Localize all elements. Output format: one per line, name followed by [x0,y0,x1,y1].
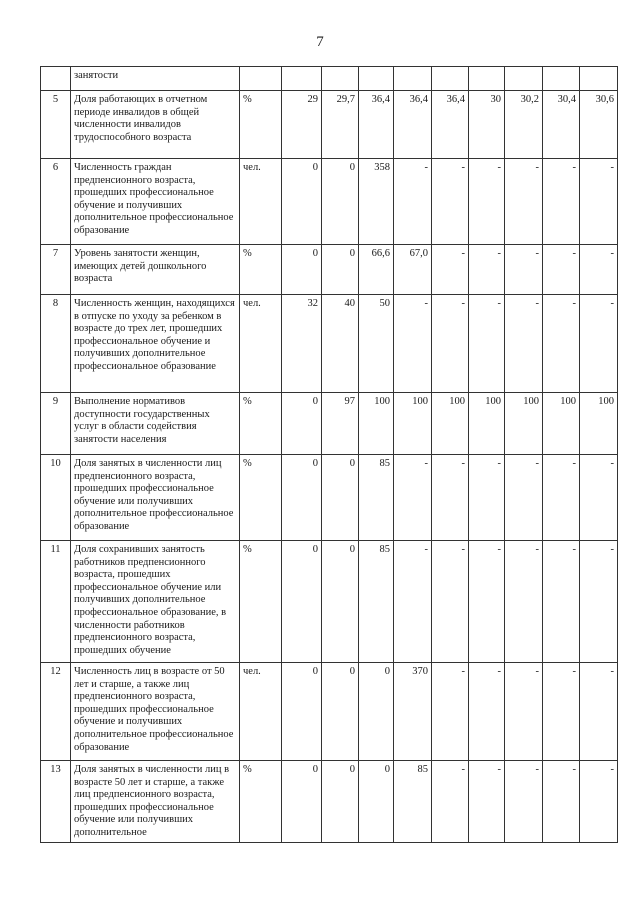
cell-value: - [580,541,618,663]
table-row [41,91,618,159]
cell-value: 0 [282,761,322,843]
page-number: 7 [316,34,324,50]
cell-value [469,67,505,91]
cell-value: 370 [394,663,432,761]
cell-value: 85 [359,541,394,663]
cell-value: - [580,245,618,295]
cell-unit: % [240,761,282,843]
indicators-table [40,66,618,843]
cell-value: - [505,295,543,393]
cell-value: 85 [359,455,394,541]
cell-value [432,67,469,91]
cell-value [580,67,618,91]
cell-value [322,67,359,91]
cell-value: 30,2 [505,91,543,159]
cell-num: 13 [41,761,71,843]
cell-name: Доля работающих в отчетном периоде инвалидов в общей численности инвалидов трудоспособного возраста [71,91,240,159]
cell-value: 100 [359,393,394,455]
cell-value: 100 [469,393,505,455]
cell-value: 0 [322,663,359,761]
table-row [41,245,618,295]
cell-value: 0 [282,393,322,455]
cell-num: 11 [41,541,71,663]
cell-value: - [580,159,618,245]
cell-value: - [505,159,543,245]
cell-value: - [543,541,580,663]
cell-value: 358 [359,159,394,245]
cell-value: 0 [322,159,359,245]
cell-value: - [505,245,543,295]
table-row [41,663,618,761]
cell-unit: % [240,245,282,295]
cell-name: Численность граждан предпенсионного возраста, прошедших профессиональное обучение и получивших дополнительное профессиональное образование [71,159,240,245]
cell-name: Доля сохранивших занятость работников предпенсионного возраста, прошедших профессиональное обучение или получивших дополнительное профессиональное образование, в численности работников предпенсионного возраста, прошедших обучение [71,541,240,663]
cell-num: 9 [41,393,71,455]
cell-value: 0 [322,455,359,541]
cell-value: 0 [282,455,322,541]
cell-value: 100 [394,393,432,455]
cell-name: Численность лиц в возрасте от 50 лет и старше, а также лиц предпенсионного возраста, прошедших профессиональное обучение и получивших дополнительное профессиональное образование [71,663,240,761]
cell-value: 50 [359,295,394,393]
cell-value: - [580,295,618,393]
cell-value: - [580,761,618,843]
cell-value: 29 [282,91,322,159]
table-row [41,67,618,91]
cell-num: 8 [41,295,71,393]
table-row [41,541,618,663]
cell-value: 100 [432,393,469,455]
cell-value: - [432,541,469,663]
cell-value: - [469,295,505,393]
cell-unit: % [240,455,282,541]
cell-value: 66,6 [359,245,394,295]
cell-value: 40 [322,295,359,393]
cell-unit [240,67,282,91]
cell-name: Доля занятых в численности лиц в возрасте 50 лет и старше, а также лиц предпенсионного возраста, прошедших профессиональное обучение или получивших дополнительное [71,761,240,843]
cell-value: - [432,295,469,393]
cell-value: 0 [359,663,394,761]
cell-value [394,67,432,91]
cell-unit: % [240,91,282,159]
table-row [41,761,618,843]
cell-value: - [469,663,505,761]
cell-value: - [505,541,543,663]
cell-value: - [469,245,505,295]
cell-value: 100 [505,393,543,455]
cell-value: - [469,455,505,541]
cell-name: Уровень занятости женщин, имеющих детей дошкольного возраста [71,245,240,295]
cell-name: занятости [71,67,240,91]
cell-value [282,67,322,91]
cell-value: - [394,541,432,663]
cell-value: 29,7 [322,91,359,159]
cell-value: 30,4 [543,91,580,159]
table-body [41,67,618,843]
cell-value: - [432,455,469,541]
cell-value: - [543,663,580,761]
cell-value: - [543,761,580,843]
cell-value: 67,0 [394,245,432,295]
cell-name: Численность женщин, находящихся в отпуске по уходу за ребенком в возрасте до трех лет, прошедших профессиональное обучение и получивших дополнительное профессиональное образование [71,295,240,393]
cell-name: Доля занятых в численности лиц предпенсионного возраста, прошедших профессиональное обучение или получивших дополнительное профессиональное образование [71,455,240,541]
table-row [41,159,618,245]
cell-value: - [432,245,469,295]
cell-unit: % [240,541,282,663]
cell-value: - [543,159,580,245]
cell-value [505,67,543,91]
cell-value: 0 [322,541,359,663]
cell-value: - [432,761,469,843]
cell-value: - [469,541,505,663]
cell-value: - [432,159,469,245]
cell-value: - [469,761,505,843]
cell-value: 30 [469,91,505,159]
table-row [41,455,618,541]
cell-value: 0 [282,245,322,295]
cell-value: 0 [282,159,322,245]
cell-value: 0 [282,663,322,761]
cell-name: Выполнение нормативов доступности государственных услуг в области содействия занятости населения [71,393,240,455]
cell-value: 36,4 [394,91,432,159]
cell-value: 97 [322,393,359,455]
cell-value: 100 [580,393,618,455]
cell-value: - [543,245,580,295]
cell-value: - [505,663,543,761]
cell-unit: чел. [240,663,282,761]
cell-value [543,67,580,91]
cell-value: 0 [322,245,359,295]
cell-num: 6 [41,159,71,245]
cell-value: - [580,663,618,761]
cell-value: - [505,455,543,541]
cell-value: - [394,455,432,541]
cell-num: 10 [41,455,71,541]
cell-value: - [505,761,543,843]
cell-unit: чел. [240,159,282,245]
cell-unit: % [240,393,282,455]
cell-num: 5 [41,91,71,159]
cell-value: 0 [359,761,394,843]
cell-value: - [394,295,432,393]
cell-value: 85 [394,761,432,843]
cell-value: 36,4 [359,91,394,159]
cell-value: - [543,455,580,541]
cell-value: 36,4 [432,91,469,159]
table-row [41,295,618,393]
cell-value [359,67,394,91]
cell-value: - [432,663,469,761]
cell-value: 100 [543,393,580,455]
cell-value: 30,6 [580,91,618,159]
cell-value: 0 [282,541,322,663]
cell-value: - [543,295,580,393]
cell-unit: чел. [240,295,282,393]
cell-value: 0 [322,761,359,843]
cell-value: - [580,455,618,541]
cell-num [41,67,71,91]
table-row [41,393,618,455]
cell-num: 12 [41,663,71,761]
cell-value: - [469,159,505,245]
cell-value: 32 [282,295,322,393]
cell-value: - [394,159,432,245]
cell-num: 7 [41,245,71,295]
